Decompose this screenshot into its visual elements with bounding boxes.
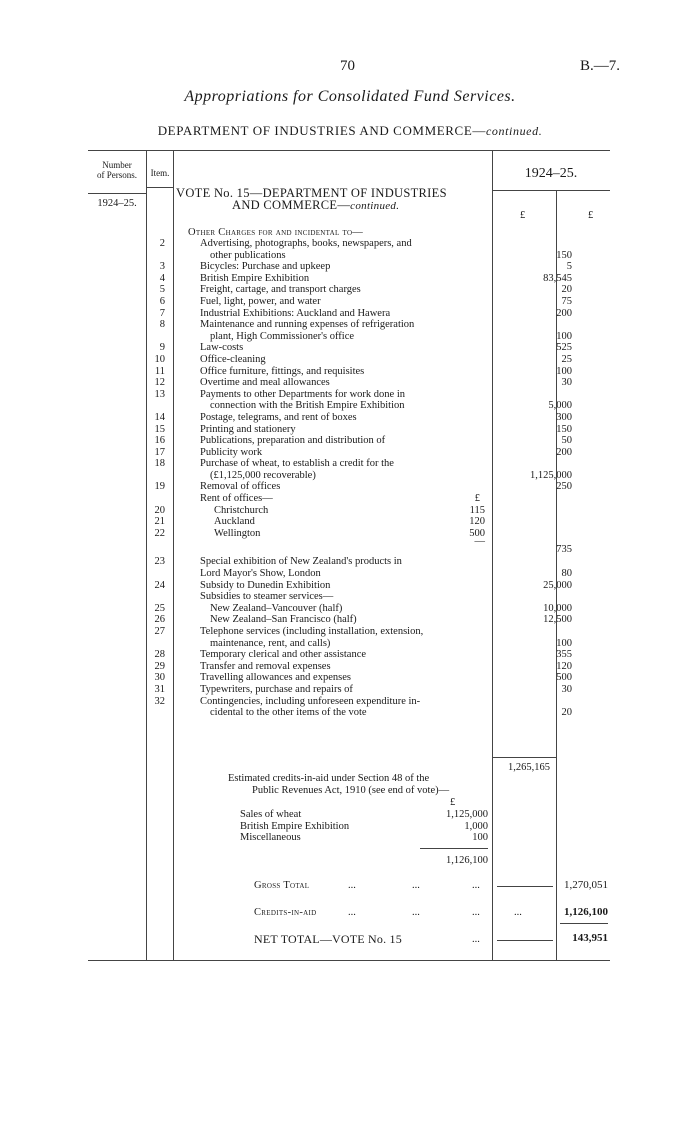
item-description: Removal of offices bbox=[200, 481, 281, 493]
item-amount: 30 bbox=[561, 377, 572, 389]
rent-location: Christchurch bbox=[214, 504, 269, 516]
item-number: 23 bbox=[154, 556, 165, 568]
item-number: 3 bbox=[159, 261, 165, 273]
subtotal-value: 1,265,165 bbox=[508, 762, 550, 773]
item-amount: 100 bbox=[556, 637, 572, 649]
table-row bbox=[150, 342, 572, 354]
item-description: cidental to the other items of the vote bbox=[210, 707, 367, 719]
rent-total: 735 bbox=[556, 544, 572, 556]
table-row bbox=[150, 238, 500, 250]
item-number: 30 bbox=[154, 672, 165, 684]
table-row bbox=[150, 536, 572, 556]
item-number: 21 bbox=[154, 516, 165, 528]
gross-dash bbox=[497, 886, 553, 887]
credit-item-label: British Empire Exhibition bbox=[240, 820, 350, 832]
item-number: 17 bbox=[154, 446, 165, 458]
credits-dots-3: ... bbox=[472, 907, 480, 918]
rent-location: Wellington bbox=[214, 527, 261, 539]
gross-dots-3: ... bbox=[472, 880, 480, 891]
item-number: 18 bbox=[154, 458, 165, 470]
table-row bbox=[150, 481, 572, 493]
item-amount: 150 bbox=[556, 423, 572, 435]
item-description: Special exhibition of New Zealand's products in bbox=[200, 556, 402, 568]
table-row bbox=[150, 435, 572, 447]
item-amount: 83,545 bbox=[543, 272, 572, 284]
credits-dots-2: ... bbox=[412, 907, 420, 918]
table-row bbox=[150, 330, 572, 343]
table-top-rule bbox=[88, 150, 610, 151]
table-row bbox=[150, 389, 500, 401]
credits-dots-4: ... bbox=[514, 907, 522, 918]
gross-total-value: 1,270,051 bbox=[564, 879, 608, 891]
credits-dots-1: ... bbox=[348, 907, 356, 918]
item-description: Travelling allowances and expenses bbox=[200, 672, 351, 684]
item-number: 31 bbox=[154, 683, 165, 695]
document-reference: B.—7. bbox=[580, 58, 621, 74]
item-description: New Zealand–San Francisco (half) bbox=[210, 614, 357, 626]
vote-heading-line2 bbox=[232, 198, 399, 213]
table-row bbox=[150, 446, 572, 459]
item-number: 19 bbox=[154, 481, 165, 493]
item-number: 12 bbox=[154, 377, 165, 389]
item-number: 29 bbox=[154, 660, 165, 672]
credit-item-value: 1,000 bbox=[464, 820, 488, 832]
item-number: 15 bbox=[154, 423, 165, 435]
net-total-value: 143,951 bbox=[572, 932, 608, 944]
item-description: Purchase of wheat, to establish a credit for the bbox=[200, 458, 394, 470]
item-amount: 30 bbox=[561, 683, 572, 695]
item-amount: 75 bbox=[561, 295, 572, 307]
table-row bbox=[150, 528, 500, 540]
item-amount: 1,125,000 bbox=[530, 469, 572, 481]
credits-total: 1,126,100 bbox=[446, 855, 488, 866]
item-description: New Zealand–Vancouver (half) bbox=[210, 602, 343, 614]
item-description: Transfer and removal expenses bbox=[200, 660, 331, 672]
item-number: 22 bbox=[154, 527, 165, 539]
table-row bbox=[150, 696, 500, 708]
table-row bbox=[150, 411, 572, 424]
credit-item-label: Miscellaneous bbox=[240, 832, 301, 844]
item-description: Office furniture, fittings, and requisites bbox=[200, 365, 365, 377]
item-number: 13 bbox=[154, 388, 165, 400]
item-description: Subsidies to steamer services— bbox=[200, 591, 334, 603]
item-description: Advertising, photographs, books, newspapers, and bbox=[200, 238, 412, 249]
table-row bbox=[150, 637, 572, 650]
gross-total-label: Gross Total bbox=[254, 880, 310, 891]
item-number: 4 bbox=[159, 272, 165, 284]
table-row bbox=[150, 469, 572, 482]
credits-underline bbox=[560, 923, 608, 924]
table-row bbox=[150, 568, 572, 580]
table-row bbox=[150, 505, 500, 517]
item-description: Payments to other Departments for work done in bbox=[200, 388, 405, 400]
page-number: 70 bbox=[340, 58, 355, 74]
item-description: Publicity work bbox=[200, 446, 263, 458]
page-title: Appropriations for Consolidated Fund Services. bbox=[184, 88, 516, 105]
table-row bbox=[150, 353, 572, 366]
item-amount: 50 bbox=[561, 435, 572, 447]
item-amount: 200 bbox=[556, 446, 572, 458]
item-description: Temporary clerical and other assistance bbox=[200, 649, 367, 661]
department-name: DEPARTMENT OF INDUSTRIES AND COMMERCE— bbox=[157, 123, 486, 138]
item-amount: 250 bbox=[556, 481, 572, 493]
table-row bbox=[150, 284, 572, 296]
item-number: 9 bbox=[159, 342, 165, 354]
item-number: 20 bbox=[154, 504, 165, 516]
rent-value: 500 bbox=[469, 527, 485, 539]
item-description: Law-costs bbox=[200, 342, 244, 354]
item-amount: 25,000 bbox=[543, 579, 572, 591]
total-pound-header: £ bbox=[588, 210, 594, 221]
item-number: 14 bbox=[154, 411, 165, 423]
item-amount: 525 bbox=[556, 342, 572, 354]
table-row bbox=[150, 602, 572, 615]
item-description: Freight, cartage, and transport charges bbox=[200, 284, 361, 296]
year-column-header: 1924–25. bbox=[524, 166, 578, 181]
table-row bbox=[150, 579, 572, 592]
table-row bbox=[150, 660, 572, 673]
credits-rule bbox=[420, 848, 488, 849]
credits-pound: £ bbox=[450, 797, 456, 808]
item-amount: 25 bbox=[561, 353, 572, 365]
vote-line2-continued: continued. bbox=[350, 200, 400, 212]
credits-in-aid-label: Credits-in-aid bbox=[254, 907, 317, 918]
item-number: 28 bbox=[154, 649, 165, 661]
item-description: Office-cleaning bbox=[200, 353, 266, 365]
department-continued: continued. bbox=[485, 124, 543, 138]
table-row bbox=[150, 423, 572, 436]
item-number: 32 bbox=[154, 695, 165, 707]
table-row bbox=[150, 626, 500, 638]
credits-in-aid-value: 1,126,100 bbox=[564, 906, 608, 918]
item-amount: 100 bbox=[556, 330, 572, 342]
item-number: 24 bbox=[154, 579, 165, 591]
rent-value: 115 bbox=[469, 504, 485, 516]
item-description: Industrial Exhibitions: Auckland and Hawera bbox=[200, 307, 391, 319]
item-amount: 10,000 bbox=[543, 602, 572, 614]
vote-heading-line1: VOTE No. 15—DEPARTMENT OF INDUSTRIES bbox=[176, 186, 447, 200]
item-description: Publications, preparation and distribution of bbox=[200, 435, 386, 447]
item-description: maintenance, rent, and calls) bbox=[210, 637, 331, 649]
rent-location: Auckland bbox=[214, 516, 255, 528]
item-description: British Empire Exhibition bbox=[200, 272, 310, 284]
table-row bbox=[150, 249, 572, 262]
amount-pound-header: £ bbox=[520, 210, 526, 221]
table-row bbox=[150, 307, 572, 320]
table-bottom-rule bbox=[88, 960, 610, 961]
item-amount: 5,000 bbox=[548, 400, 572, 412]
persons-header-rule bbox=[88, 193, 146, 194]
item-amount: 20 bbox=[561, 284, 572, 296]
section-heading: Other Charges for and incidental to— bbox=[188, 227, 364, 238]
table-row bbox=[150, 261, 572, 273]
item-description: Bicycles: Purchase and upkeep bbox=[200, 261, 331, 273]
item-description: Fuel, light, power, and water bbox=[200, 295, 321, 307]
credit-item-label: Sales of wheat bbox=[240, 809, 302, 820]
item-description: Maintenance and running expenses of refrigeration bbox=[200, 319, 415, 331]
gross-dots-1: ... bbox=[348, 880, 356, 891]
table-row bbox=[150, 365, 572, 378]
credits-heading-line1: Estimated credits-in-aid under Section 48 of the bbox=[228, 773, 430, 784]
credits-heading-line2: Public Revenues Act, 1910 (see end of vote)— bbox=[252, 785, 450, 796]
item-amount: 120 bbox=[556, 660, 572, 672]
item-description: Postage, telegrams, and rent of boxes bbox=[200, 411, 357, 423]
rent-dash: — bbox=[474, 536, 485, 548]
persons-column-divider bbox=[146, 150, 147, 960]
item-description: (£1,125,000 recoverable) bbox=[210, 469, 316, 481]
table-row bbox=[150, 649, 572, 661]
vote-line2-text: AND COMMERCE— bbox=[232, 198, 351, 212]
table-row bbox=[150, 295, 572, 308]
persons-column-header bbox=[88, 160, 146, 180]
item-amount: 20 bbox=[561, 707, 572, 719]
persons-header-line1: Number bbox=[102, 160, 132, 170]
item-amount: 80 bbox=[561, 568, 572, 580]
item-amount: 300 bbox=[556, 411, 572, 423]
item-number: 6 bbox=[159, 295, 165, 307]
table-row bbox=[150, 458, 500, 470]
rent-pound: £ bbox=[474, 493, 480, 505]
net-total-label: NET TOTAL—VOTE No. 15 bbox=[254, 932, 402, 946]
line-items bbox=[150, 238, 572, 719]
item-amount: 500 bbox=[556, 672, 572, 684]
item-number: 7 bbox=[159, 307, 165, 319]
rent-heading: Rent of offices— bbox=[200, 493, 273, 505]
item-number: 5 bbox=[159, 284, 165, 296]
item-description: Overtime and meal allowances bbox=[200, 377, 330, 389]
item-number: 11 bbox=[154, 365, 165, 377]
table-row bbox=[150, 683, 572, 696]
persons-header-line2: of Persons. bbox=[97, 170, 137, 180]
table-row bbox=[150, 400, 572, 412]
department-heading bbox=[0, 123, 700, 139]
item-column-header: Item. bbox=[150, 168, 170, 178]
table-row bbox=[150, 319, 500, 331]
item-number: 10 bbox=[154, 353, 165, 365]
item-number: 27 bbox=[154, 626, 165, 637]
net-dash bbox=[497, 940, 553, 941]
item-header-rule bbox=[146, 187, 174, 188]
table-row bbox=[150, 493, 500, 505]
item-number: 8 bbox=[159, 319, 165, 331]
credit-item-value: 1,125,000 bbox=[446, 809, 488, 820]
table-row bbox=[150, 591, 500, 603]
table-row bbox=[150, 272, 572, 285]
item-description: Lord Mayor's Show, London bbox=[200, 568, 321, 580]
item-description: Typewriters, purchase and repairs of bbox=[200, 683, 353, 695]
table-row bbox=[150, 516, 500, 528]
item-description: Subsidy to Dunedin Exhibition bbox=[200, 579, 331, 591]
year-header-rule bbox=[492, 190, 610, 191]
gross-dots-2: ... bbox=[412, 880, 420, 891]
item-amount: 200 bbox=[556, 307, 572, 319]
item-number: 2 bbox=[159, 238, 165, 249]
item-description: Contingencies, including unforeseen expenditure in- bbox=[200, 695, 421, 707]
item-amount: 150 bbox=[556, 249, 572, 261]
table-row bbox=[150, 672, 572, 684]
item-amount: 100 bbox=[556, 365, 572, 377]
item-description: connection with the British Empire Exhibition bbox=[210, 400, 405, 412]
item-number: 16 bbox=[154, 435, 165, 447]
item-description: plant, High Commissioner's office bbox=[210, 330, 355, 342]
item-description: other publications bbox=[210, 249, 286, 261]
subtotal-rule bbox=[492, 757, 556, 758]
item-amount: 355 bbox=[556, 649, 572, 661]
item-description: Telephone services (including installation, extension, bbox=[200, 626, 424, 637]
item-number: 25 bbox=[154, 602, 165, 614]
table-row bbox=[150, 614, 572, 626]
item-description: Printing and stationery bbox=[200, 423, 296, 435]
item-amount: 12,500 bbox=[543, 614, 572, 626]
item-amount: 5 bbox=[566, 261, 572, 273]
table-row bbox=[150, 377, 572, 389]
table-row bbox=[150, 556, 500, 568]
rent-value: 120 bbox=[469, 516, 485, 528]
credit-item-value: 100 bbox=[472, 832, 488, 844]
persons-year: 1924–25. bbox=[97, 198, 137, 209]
table-row bbox=[150, 707, 572, 719]
item-number: 26 bbox=[154, 614, 165, 626]
net-dots: ... bbox=[472, 934, 480, 945]
